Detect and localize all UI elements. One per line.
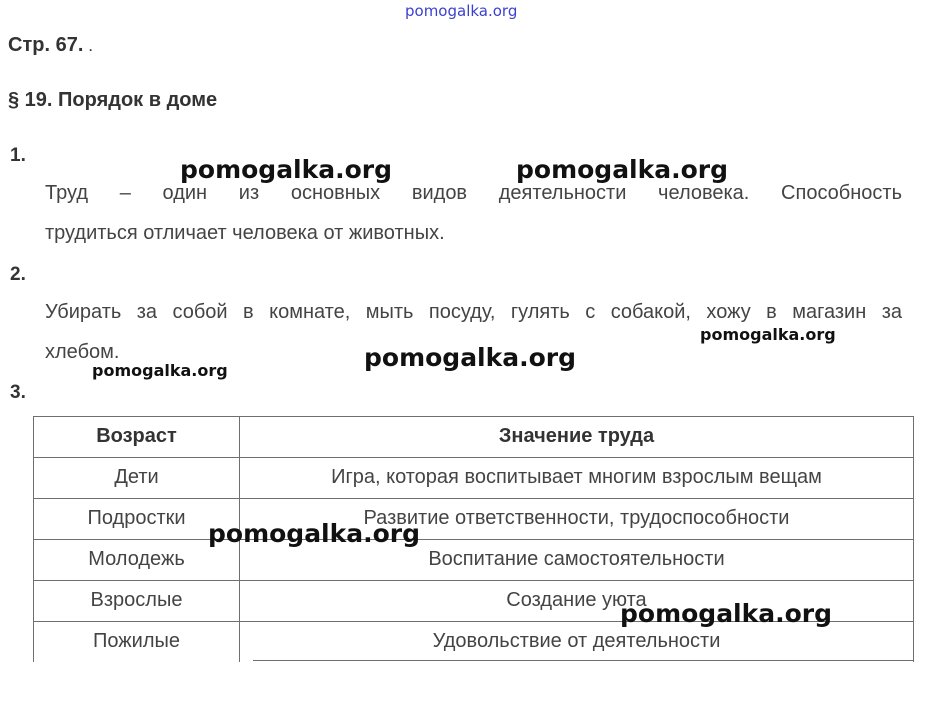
table-cell-meaning: Развитие ответственности, трудоспособности [363,507,790,529]
task-number-1: 1. [10,145,26,166]
table-cell-age: Пожилые [34,622,240,662]
table-cell-meaning: Создание уюта [506,589,647,611]
table-row [33,457,914,498]
page-reference [8,34,92,57]
page-reference-text: Стр. 67. [8,34,84,56]
task-2-line-1: Убирать за собой в комнате, мыть посуду, гулять с собакой, хожу в магазин за [45,301,902,323]
table-cell-age: Дети [34,458,240,498]
watermark: pomogalka.org [364,343,577,372]
watermark: pomogalka.org [516,155,729,184]
task-2-line-2: хлебом. [45,341,120,363]
table-row [33,498,914,539]
watermark: pomogalka.org [180,155,393,184]
table-bottom-border [253,660,914,661]
top-watermark: pomogalka.org [405,2,518,20]
header-meaning: Значение труда [498,425,655,447]
section-title: § 19. Порядок в доме [8,89,218,111]
table-row [33,539,914,580]
watermark: pomogalka.org [92,361,228,380]
page-reference-mark: . [88,40,93,54]
task-1-line-1: Труд – один из основных видов деятельности человека. Способность [45,182,902,204]
task-1-line-2: трудиться отличает человека от животных. [45,222,445,244]
task-number-2: 2. [10,264,26,285]
watermark: pomogalka.org [208,519,421,548]
table-cell-meaning: Удовольствие от деятельности [432,630,721,652]
table-cell-meaning: Воспитание самостоятельности [428,548,725,570]
table-cell-age: Молодежь [34,540,240,580]
table-cell-age: Подростки [34,499,240,539]
table-header-row [33,416,914,457]
watermark: pomogalka.org [620,599,833,628]
task-number-3: 3. [10,382,26,403]
watermark: pomogalka.org [700,325,836,344]
header-age: Возраст [34,417,240,457]
table-cell-age: Взрослые [34,581,240,621]
table-cell-meaning: Игра, которая воспитывает многим взрослым вещам [331,466,822,488]
